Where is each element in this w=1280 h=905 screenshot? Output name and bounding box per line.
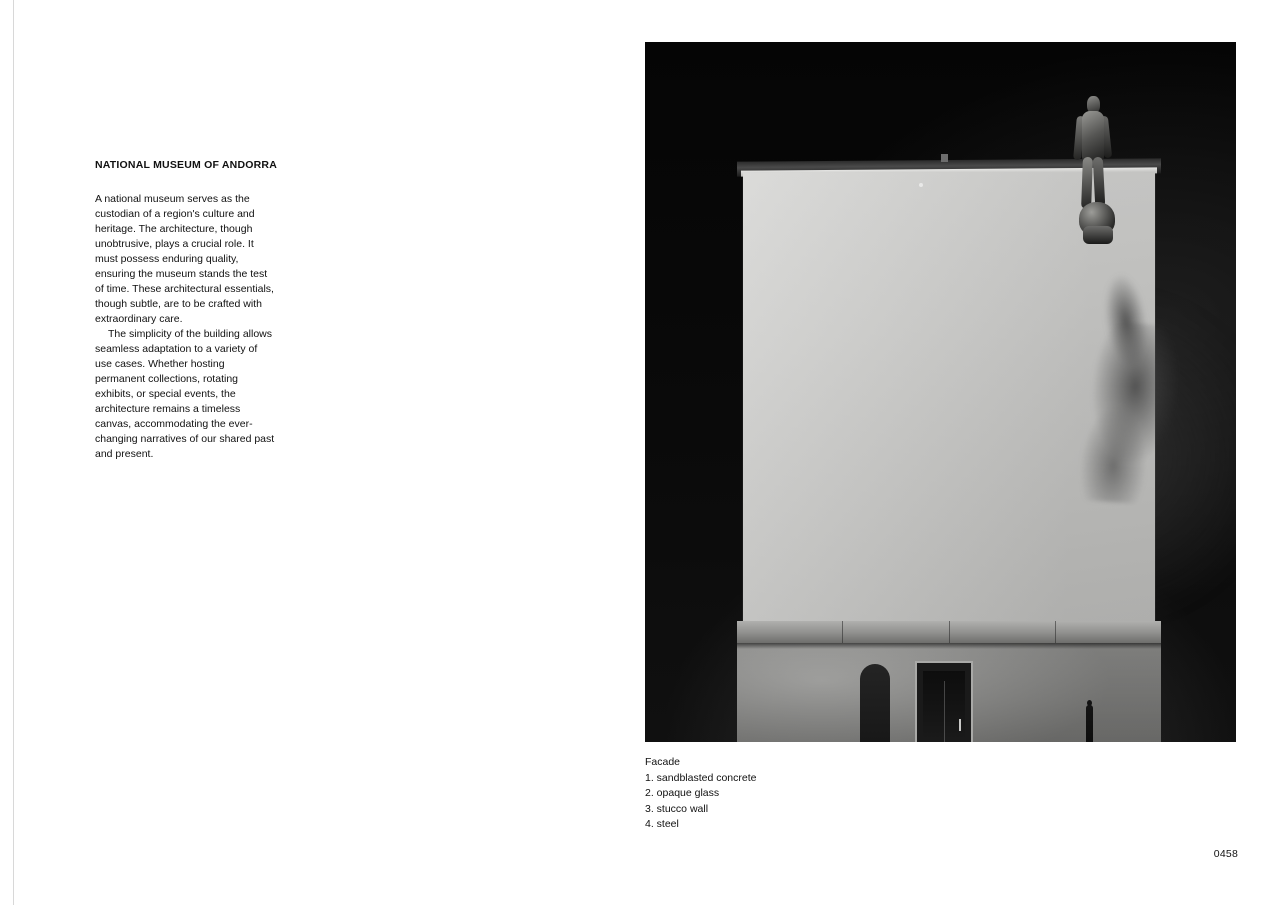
base-shadow-line xyxy=(737,643,1161,649)
figure-body xyxy=(1086,705,1093,742)
left-text-column xyxy=(95,158,277,462)
sculpture-pedestal xyxy=(1083,226,1113,244)
entrance-doorway xyxy=(915,661,973,742)
list-item: 3. stucco wall xyxy=(645,802,709,815)
sculpture-cast-shadow xyxy=(1067,319,1189,506)
paragraph-1: A national museum serves as the custodian of a region's culture and heritage. The architecture, though unobtrusive, plays a crucial role. It must possess enduring quality, ensuring the museum stands the test of time. These architectural essentials, though subtle, are to be crafted with extraordinary care. xyxy=(95,193,274,325)
glass-seam xyxy=(1055,621,1056,643)
wall-niche xyxy=(860,664,890,742)
glass-seam xyxy=(949,621,950,643)
page-title: NATIONAL MUSEUM OF ANDORRA xyxy=(95,159,278,171)
list-item: 1. sandblasted concrete xyxy=(645,771,757,784)
list-item: 2. opaque glass xyxy=(645,787,720,799)
glass-seam xyxy=(842,621,843,643)
door-center-line xyxy=(944,681,945,742)
list-item: 4. steel xyxy=(645,818,679,830)
body-copy xyxy=(95,192,277,462)
figure-caption xyxy=(645,755,945,833)
caption-title: Facade xyxy=(645,756,681,768)
roof-notch xyxy=(941,154,948,162)
paragraph-2: The simplicity of the building allows seamless adaptation to a variety of use cases. Whether hosting permanent collections, rotating exhibits, or special events, the architecture remains a timeless canvas, accommodating the ever-changing narratives of our shared past and present. xyxy=(95,328,275,460)
gutter-rule xyxy=(13,0,14,905)
caption-list xyxy=(645,771,945,833)
page-number: 0458 xyxy=(1213,848,1238,860)
roof-light-dot xyxy=(919,183,923,187)
sculpture-leg-left xyxy=(1081,157,1093,209)
sculpture-leg-right xyxy=(1093,157,1106,207)
door-inner xyxy=(923,671,965,742)
standing-figure xyxy=(1085,700,1094,742)
opaque-glass-band xyxy=(737,621,1161,643)
sculpture-torso xyxy=(1082,111,1104,161)
door-handle xyxy=(959,719,961,731)
rooftop-sculpture xyxy=(1069,94,1125,284)
museum-photograph xyxy=(645,42,1236,742)
